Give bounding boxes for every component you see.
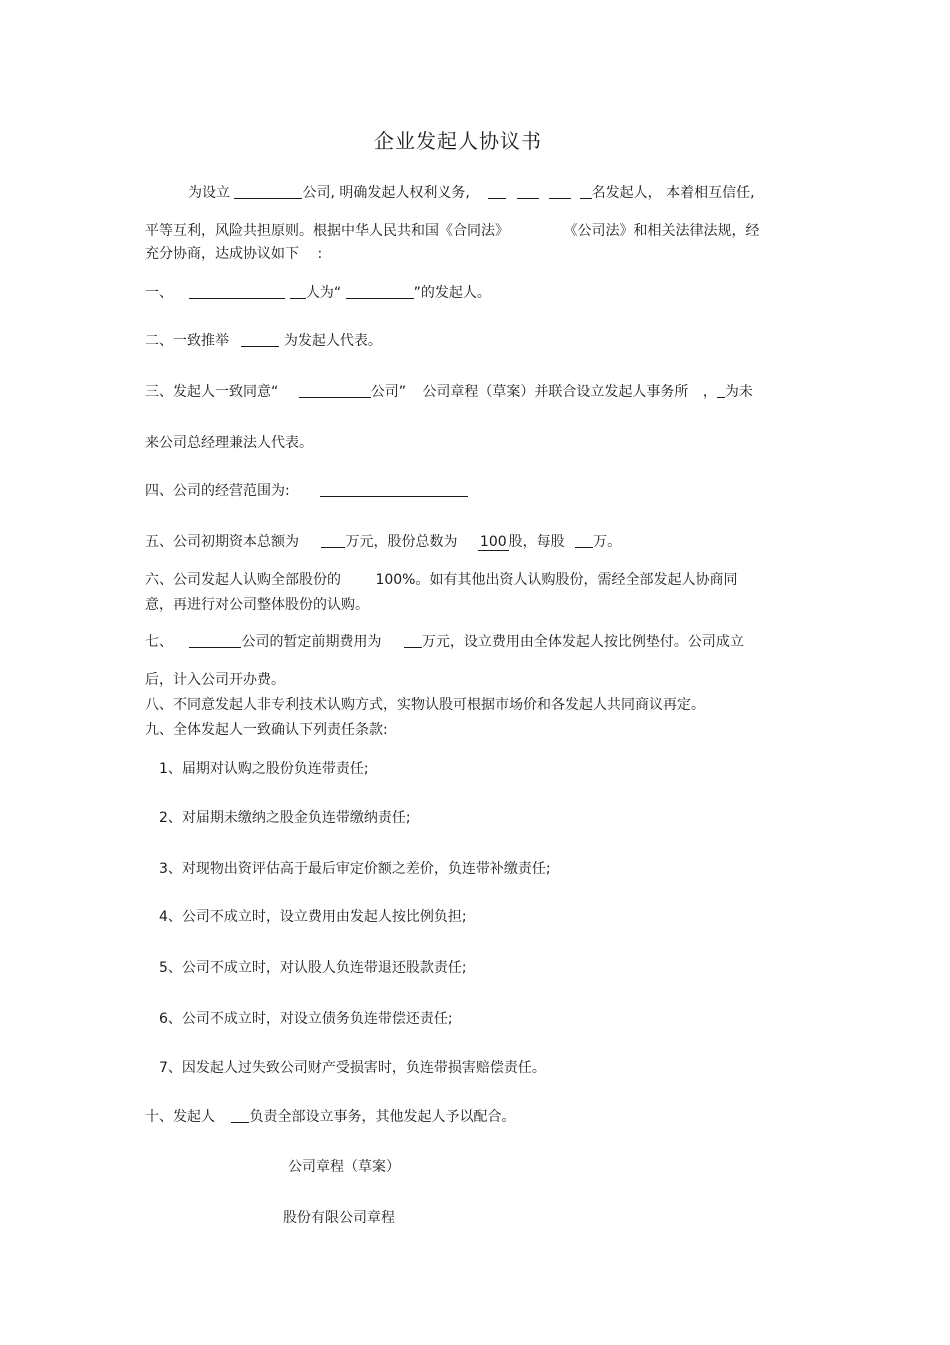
- clause-text: 二、一致推举: [145, 333, 229, 349]
- founder-count-blank: [580, 184, 592, 199]
- clause-7-cont: [145, 671, 285, 689]
- clause-9: 九、全体发起人一致确认下列责任条款:: [145, 722, 388, 738]
- duty-item: 1、届期对认购之股份负连带责任;: [159, 761, 369, 777]
- duty-item: 4、公司不成立时，设立费用由发起人按比例负担;: [159, 909, 467, 925]
- intro-line-2: [145, 222, 759, 240]
- clause-text: 十、发起人: [145, 1109, 215, 1125]
- clause-text: 来公司总经理兼法人代表。: [145, 435, 313, 451]
- founder-count-blank: [517, 184, 539, 199]
- intro-line-3: [145, 245, 322, 263]
- share-value-blank: [575, 533, 593, 548]
- intro-text: :: [317, 246, 323, 262]
- clause-text: 一、: [145, 285, 173, 301]
- representative-blank: [241, 332, 279, 347]
- company-name-blank: [346, 284, 414, 299]
- business-scope-blank: [320, 482, 468, 497]
- capital-blank: [321, 533, 345, 548]
- clause-text: 四、公司的经营范围为:: [145, 483, 290, 499]
- duty-item: 5、公司不成立时，对认股人负连带退还股款责任;: [159, 960, 467, 976]
- founder-names-blank: [189, 284, 285, 299]
- duty-item: 3、对现物出资评估高于最后审定价额之差价，负连带补缴责任;: [159, 861, 551, 877]
- clause-text: 五、公司初期资本总额为: [145, 534, 299, 550]
- intro-text: 本着相互信任,: [666, 185, 755, 201]
- charter-draft-heading: 公司章程（草案）: [288, 1159, 400, 1175]
- clause-text: 意，再进行对公司整体股份的认购。: [145, 597, 369, 613]
- clause-3: [145, 383, 753, 401]
- clause-text: 负责全部设立事务，其他发起人予以配合。: [249, 1109, 516, 1125]
- clause-text: 三、发起人一致同意“: [145, 384, 279, 400]
- expense-blank: [404, 633, 422, 648]
- clause-text: 为发起人代表。: [283, 333, 382, 349]
- intro-text: 平等互利，风险共担原则。根据中华人民共和国《合同法》: [145, 223, 509, 239]
- intro-text: 充分协商，达成协议如下: [145, 246, 299, 262]
- clause-text: 股，每股: [508, 534, 565, 550]
- manager-blank: [717, 383, 725, 398]
- document-title: 企业发起人协议书: [374, 129, 542, 153]
- clause-10: [145, 1108, 515, 1126]
- clause-6-cont: [145, 596, 369, 614]
- clause-text: ”的发起人。: [413, 285, 491, 301]
- charter-title-heading: 股份有限公司章程: [283, 1210, 395, 1226]
- clause-text: 公司的暂定前期费用为: [241, 634, 382, 650]
- company-name-blank: [299, 383, 371, 398]
- clause-text: 公司章程（草案）并联合设立发起人事务所: [422, 384, 689, 400]
- clause-4: [145, 482, 468, 500]
- clause-text: 公司”: [370, 384, 406, 400]
- founder-count-blank: [488, 184, 506, 199]
- intro-text: 为设立: [188, 185, 230, 201]
- clause-text: 万元，股份总数为: [345, 534, 458, 550]
- clause-3-cont: [145, 434, 313, 452]
- duty-item: 2、对届期未缴纳之股金负连带缴纳责任;: [159, 810, 411, 826]
- clause-text: 。如有其他出资人认购股份，需经全部发起人协商同: [415, 572, 738, 588]
- clause-8: 八、不同意发起人非专利技术认购方式，实物认股可根据市场价和各发起人共同商议再定。: [145, 697, 705, 713]
- founder-count-blank: [549, 184, 571, 199]
- clause-text: 人为“: [305, 285, 342, 301]
- responsible-founder-blank: [231, 1108, 249, 1123]
- founder-names-blank: [290, 284, 306, 299]
- clause-text: 万。: [593, 534, 622, 550]
- duty-item: 6、公司不成立时，对设立债务负连带偿还责任;: [159, 1011, 453, 1027]
- company-name-blank: [234, 184, 302, 199]
- clause-text: ，: [702, 384, 717, 400]
- company-name-blank: [189, 633, 241, 648]
- clause-text: 后，计入公司开办费。: [145, 672, 285, 688]
- share-count-value: 100: [479, 534, 507, 550]
- clause-text: 七、: [145, 634, 173, 650]
- clause-6: [145, 571, 737, 589]
- clause-5: [145, 533, 621, 551]
- clause-text: 为未: [724, 384, 753, 400]
- intro-text: 名发起人，: [591, 185, 662, 201]
- clause-7: [145, 633, 744, 651]
- clause-text: 六、公司发起人认购全部股份的: [145, 572, 341, 588]
- intro-line-1: [188, 184, 755, 202]
- clause-text: 万元，设立费用由全体发起人按比例垫付。公司成立: [421, 634, 744, 650]
- duty-item: 7、因发起人过失致公司财产受损害时，负连带损害赔偿责任。: [159, 1060, 546, 1076]
- clause-1: [145, 284, 491, 302]
- intro-text: 《公司法》和相关法律法规，经: [563, 223, 760, 239]
- clause-2: [145, 332, 382, 350]
- subscription-percent: 100%: [375, 572, 416, 588]
- intro-text: 公司, 明确发起人权利义务,: [302, 185, 470, 201]
